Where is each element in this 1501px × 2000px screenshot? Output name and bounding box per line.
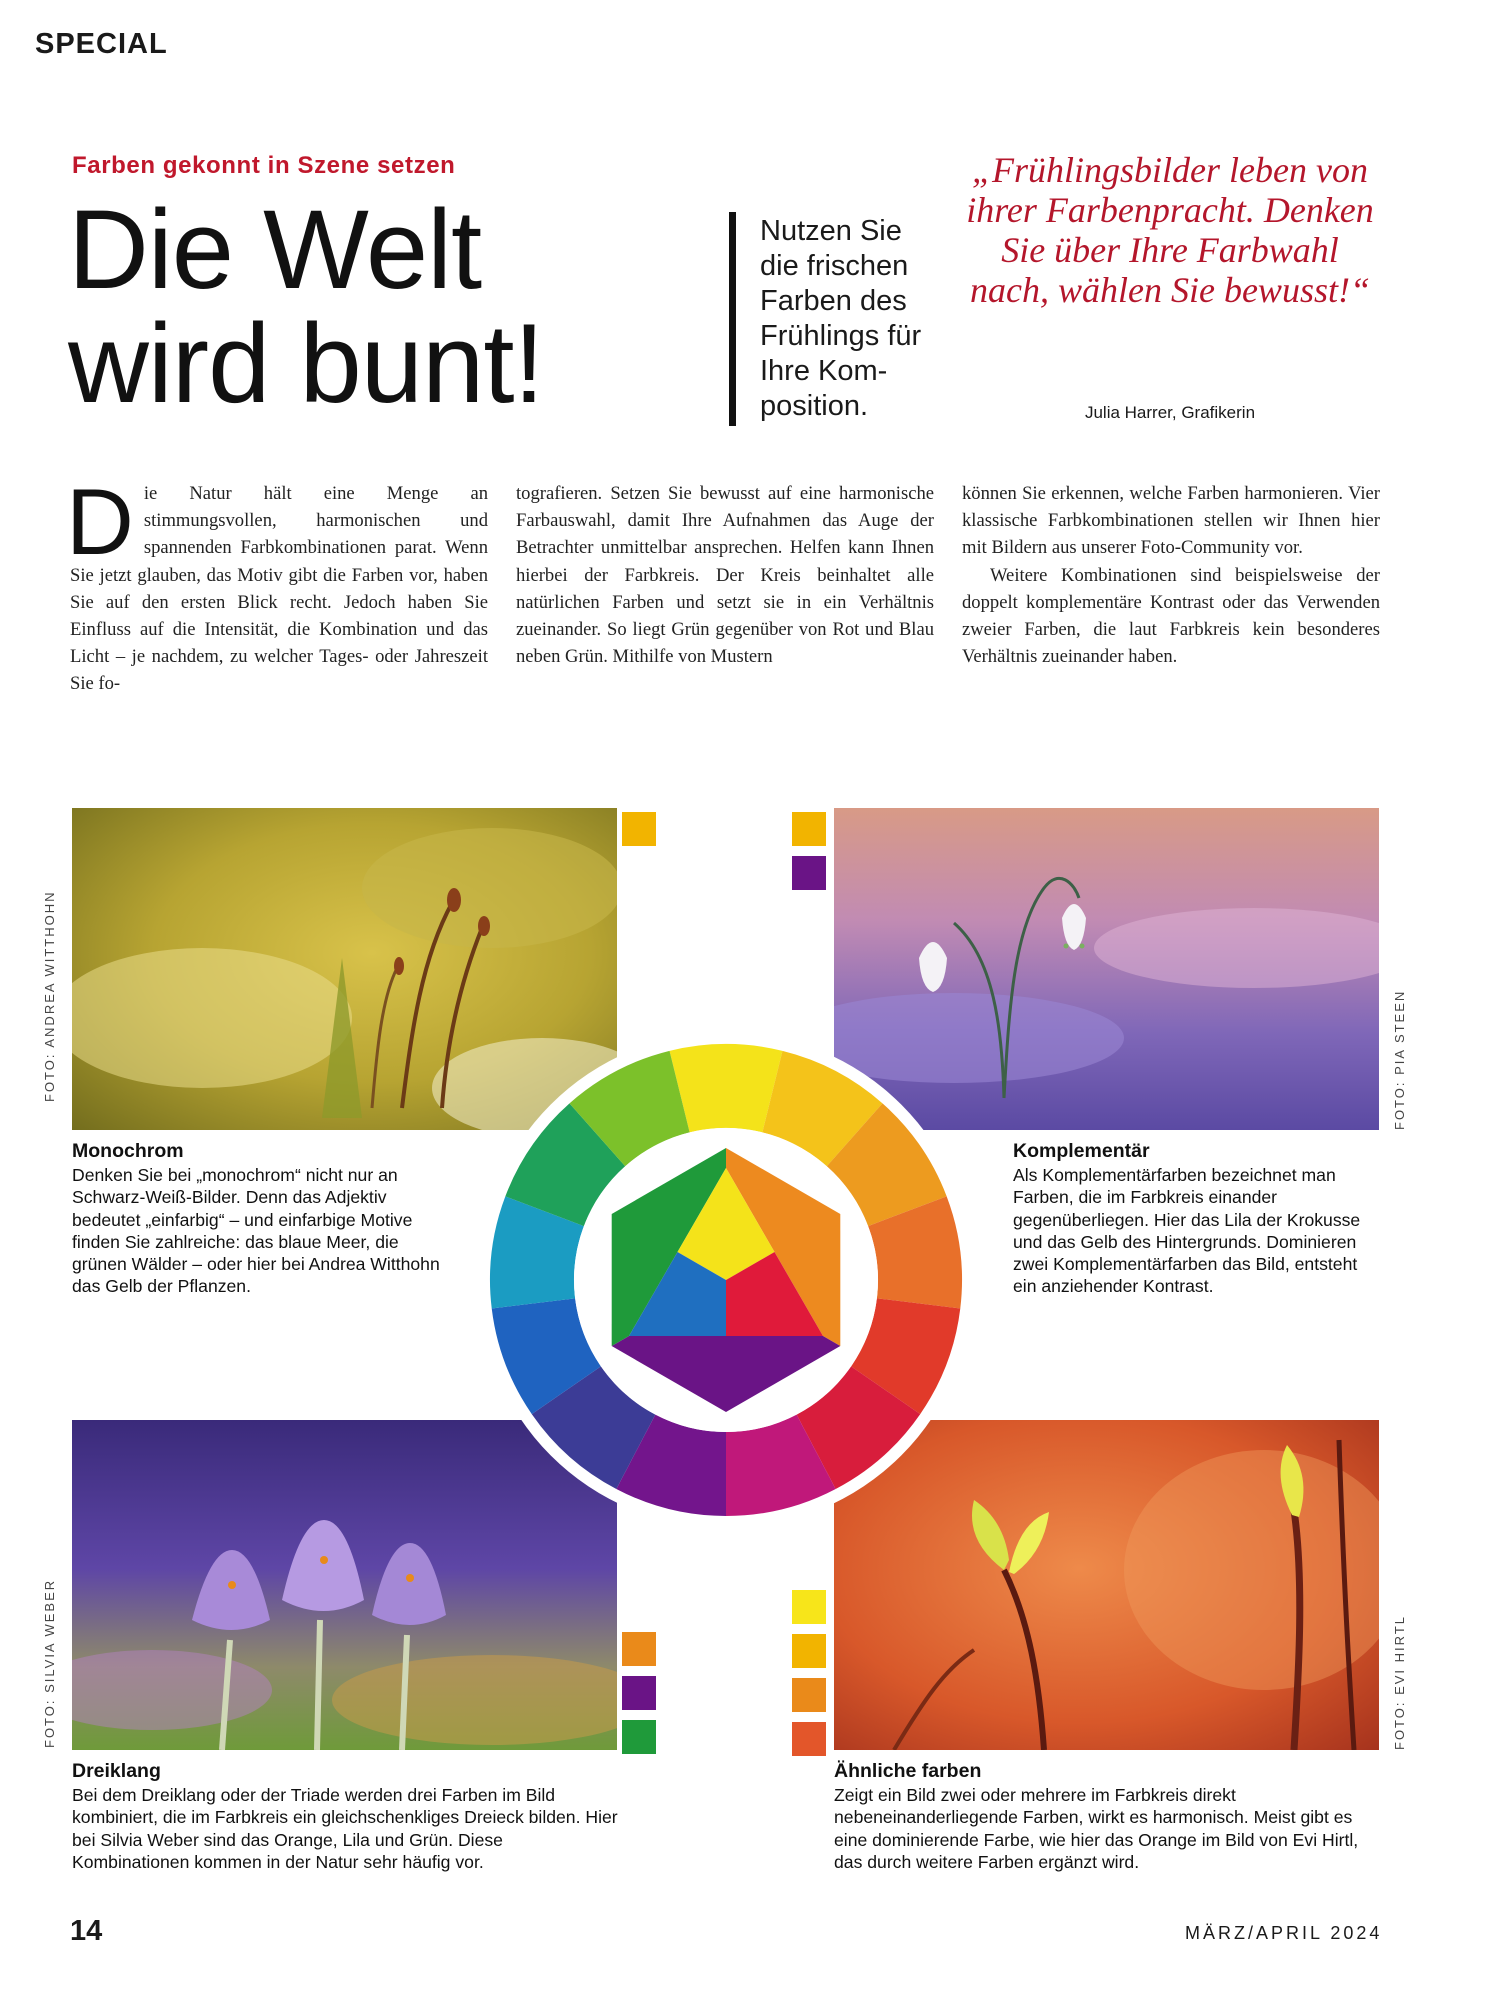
drop-cap: D <box>66 469 134 574</box>
body-column-1 <box>66 469 488 698</box>
credit-dreiklang: FOTO: SILVIA WEBER <box>42 1578 57 1748</box>
caption-title-dreiklang: Dreiklang <box>72 1760 161 1782</box>
section-label: SPECIAL <box>35 28 168 60</box>
intro-divider <box>729 212 736 426</box>
swatch-green <box>622 1720 656 1754</box>
caption-title-monochrom: Monochrom <box>72 1140 184 1162</box>
swatch-orange <box>792 1678 826 1712</box>
swatch-purple <box>622 1676 656 1710</box>
caption-title-komplementaer: Komplementär <box>1013 1140 1150 1162</box>
swatch-yellow <box>622 812 656 846</box>
swatch-light-yellow <box>792 1590 826 1624</box>
caption-text-monochrom: Denken Sie bei „monochrom“ nicht nur an Schwarz-Weiß-Bilder. Denn das Adjektiv bedeutet „einfarbig“ – und einfarbige Motive finden Sie zahlreiche: das blaue Meer, die grünen Wälder – oder hier bei Andrea Witthohn das Gelb der Pflanzen. <box>72 1165 440 1297</box>
swatches-monochrom <box>622 812 656 846</box>
swatches-aehnliche-farben <box>792 1590 826 1756</box>
credit-komplementaer: FOTO: PIA STEEN <box>1392 989 1407 1130</box>
article-headline <box>68 187 544 426</box>
swatches-komplementaer <box>792 812 826 890</box>
wheel-segment <box>670 1044 783 1132</box>
body-column-3 <box>962 480 1380 670</box>
body-text-3b: Weitere Kombinationen sind beispielsweise der doppelt komplementäre Kontrast oder das Verwenden zweier Farben, die laut Farbkreis kein besonderes Verhältnis zueinander haben. <box>962 564 1380 668</box>
headline-line-1: Die Welt <box>68 187 482 312</box>
quote-author: Julia Harrer, Grafikerin <box>1084 403 1256 422</box>
article-kicker: Farben gekonnt in Szene setzen <box>72 152 456 179</box>
body-text-1: ie Natur hält eine Menge an stimmungsvollen, harmonischen und spannenden Farbkombinationen parat. Wenn Sie jetzt glauben, das Motiv gibt die Farben vor, haben Sie auf den ersten Blick recht. Jedoch haben Sie Einfluss auf die Intensität, die Kombination und das Licht – je nachdem, zu welcher Tages- oder Jahreszeit Sie fo- <box>70 483 488 695</box>
body-text-3a: können Sie erkennen, welche Farben harmonieren. Vier klassische Farbkombinationen stellen wir Ihnen hier mit Bildern aus unserer Foto-Community vor. <box>962 483 1380 559</box>
pull-quote: „Frühlingsbilder leben von ihrer Farbenpracht. Denken Sie über Ihre Farbwahl nach, wählen Sie bewusst!“ <box>966 150 1374 310</box>
page-number: 14 <box>70 1915 103 1947</box>
color-wheel <box>478 1032 974 1528</box>
body-text-2: tografieren. Setzen Sie bewusst auf eine harmonische Farbauswahl, damit Ihre Aufnahmen das Auge der Betrachter unmittelbar ansprechen. Helfen kann Ihnen hierbei der Farbkreis. Der Kreis beinhaltet alle natürlichen Farben und setzt sie in ein Verhältnis zueinander. So liegt Grün gegenüber von Rot und Blau neben Grün. Mithilfe von Mustern <box>516 483 934 668</box>
swatch-yellow <box>792 812 826 846</box>
caption-text-dreiklang: Bei dem Dreiklang oder der Triade werden drei Farben im Bild kombiniert, die im Farbkreis ein gleichschenkliges Dreieck bilden. Hier bei Silvia Weber sind das Orange, Lila und Grün. Diese Kombinationen kommen in der Natur sehr häufig vor. <box>72 1785 618 1872</box>
headline-line-2: wird bunt! <box>68 301 544 426</box>
swatch-red-orange <box>792 1722 826 1756</box>
swatch-yellow <box>792 1634 826 1668</box>
credit-monochrom: FOTO: ANDREA WITTHOHN <box>42 890 57 1102</box>
swatch-orange <box>622 1632 656 1666</box>
swatches-dreiklang <box>622 1632 656 1754</box>
article-intro: Nutzen Sie die frischen Farben des Frühlings für Ihre Kom-position. <box>760 215 922 422</box>
body-column-2 <box>516 480 934 670</box>
caption-title-aehnliche-farben: Ähnliche farben <box>834 1760 982 1782</box>
caption-text-aehnliche-farben: Zeigt ein Bild zwei oder mehrere im Farbkreis direkt nebeneinanderliegende Farben, wirkt es harmonisch. Meist gibt es eine dominierende Farbe, wie hier das Orange im Bild von Evi Hirtl, das durch weitere Farben ergänzt wird. <box>834 1785 1359 1872</box>
issue-date: MÄRZ/APRIL 2024 <box>1185 1923 1383 1943</box>
credit-aehnliche-farben: FOTO: EVI HIRTL <box>1392 1615 1407 1750</box>
swatch-purple <box>792 856 826 890</box>
caption-text-komplementaer: Als Komplementärfarben bezeichnet man Farben, die im Farbkreis einander gegenüberliegen. Hier das Lila der Krokusse und das Gelb des Hintergrunds. Dominieren zwei Komplementärfarben das Bild, entsteht ein anziehender Kontrast. <box>1013 1165 1361 1297</box>
